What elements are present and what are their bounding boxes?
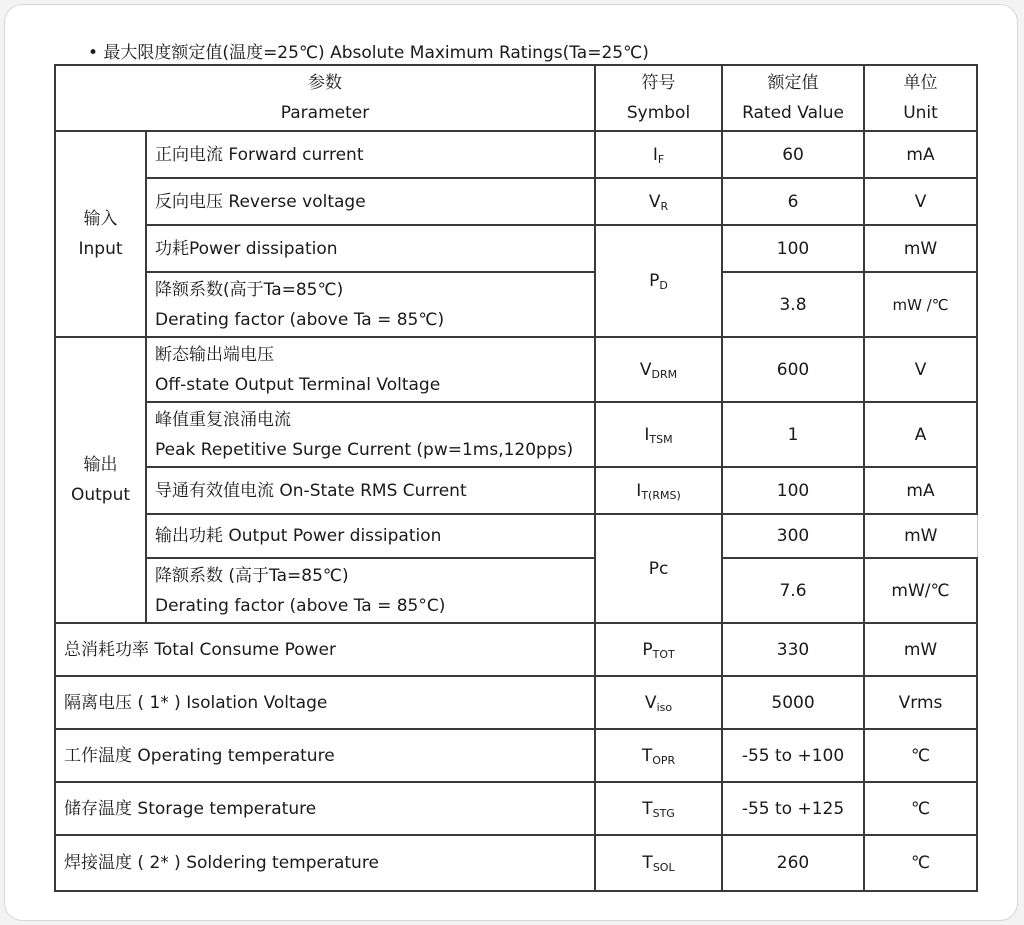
param-reverse-voltage: 反向电压 Reverse voltage xyxy=(146,178,595,225)
value-output-power: 300 xyxy=(722,514,864,558)
symbol-pc: Pc xyxy=(595,514,722,623)
header-rated-value: 额定值 Rated Value xyxy=(722,65,864,131)
table-header-row xyxy=(55,65,977,131)
value-surge-current: 1 xyxy=(722,402,864,467)
table-row xyxy=(55,558,977,623)
table-row xyxy=(55,402,977,467)
unit-output-power: mW xyxy=(864,514,977,558)
param-storage-temperature: 储存温度 Storage temperature xyxy=(55,782,595,835)
section-heading: • 最大限度额定值(温度=25℃) Absolute Maximum Ratings(Ta=25℃) xyxy=(88,43,649,63)
symbol-surge-current: $I_{TSM}$ xyxy=(595,402,722,467)
symbol-forward-current: $I_F$ xyxy=(595,131,722,178)
param-off-state-voltage: 断态输出端电压 Off-state Output Terminal Voltage xyxy=(146,337,595,402)
table-row xyxy=(55,623,977,676)
param-total-power: 总消耗功率 Total Consume Power xyxy=(55,623,595,676)
unit-power-dissipation: mW xyxy=(864,225,977,272)
symbol-total-power: $P_{TOT}$ xyxy=(595,623,722,676)
table-row xyxy=(55,225,977,272)
param-forward-current: 正向电流 Forward current xyxy=(146,131,595,178)
symbol-operating-temperature: $T_{OPR}$ xyxy=(595,729,722,782)
value-storage-temperature: -55 to +125 xyxy=(722,782,864,835)
unit-input-derating: mW /℃ xyxy=(864,272,977,337)
unit-off-state-voltage: V xyxy=(864,337,977,402)
value-off-state-voltage: 600 xyxy=(722,337,864,402)
unit-storage-temperature: ℃ xyxy=(864,782,977,835)
header-parameter: 参数 Parameter xyxy=(55,65,595,131)
param-on-state-current: 导通有效值电流 On-State RMS Current xyxy=(146,467,595,514)
value-operating-temperature: -55 to +100 xyxy=(722,729,864,782)
param-output-power: 输出功耗 Output Power dissipation xyxy=(146,514,595,558)
unit-forward-current: mA xyxy=(864,131,977,178)
unit-output-derating: mW/℃ xyxy=(864,558,977,623)
symbol-isolation-voltage: $V_{iso}$ xyxy=(595,676,722,729)
value-soldering-temperature: 260 xyxy=(722,835,864,891)
symbol-on-state-current: $I_{T(RMS)}$ xyxy=(595,467,722,514)
table-row xyxy=(55,131,977,178)
symbol-pd: $P_D$ xyxy=(595,225,722,337)
table-row xyxy=(55,676,977,729)
table-row xyxy=(55,835,977,891)
param-operating-temperature: 工作温度 Operating temperature xyxy=(55,729,595,782)
value-total-power: 330 xyxy=(722,623,864,676)
table-row xyxy=(55,178,977,225)
table-row xyxy=(55,729,977,782)
symbol-storage-temperature: $T_{STG}$ xyxy=(595,782,722,835)
param-output-derating: 降额系数 (高于Ta=85℃) Derating factor (above Ta = 85°C) xyxy=(146,558,595,623)
unit-soldering-temperature: ℃ xyxy=(864,835,977,891)
value-forward-current: 60 xyxy=(722,131,864,178)
param-soldering-temperature: 焊接温度 ( 2* ) Soldering temperature xyxy=(55,835,595,891)
table-row xyxy=(55,514,977,558)
unit-reverse-voltage: V xyxy=(864,178,977,225)
unit-operating-temperature: ℃ xyxy=(864,729,977,782)
unit-total-power: mW xyxy=(864,623,977,676)
group-output: 输出 Output xyxy=(55,337,146,623)
symbol-reverse-voltage: $V_R$ xyxy=(595,178,722,225)
unit-surge-current: A xyxy=(864,402,977,467)
absolute-maximum-ratings-table xyxy=(54,64,978,892)
table-row xyxy=(55,782,977,835)
value-output-derating: 7.6 xyxy=(722,558,864,623)
value-reverse-voltage: 6 xyxy=(722,178,864,225)
table-row xyxy=(55,467,977,514)
param-surge-current: 峰值重复浪涌电流 Peak Repetitive Surge Current (pw=1ms,120pps) xyxy=(146,402,595,467)
table-row xyxy=(55,272,977,337)
value-input-derating: 3.8 xyxy=(722,272,864,337)
unit-on-state-current: mA xyxy=(864,467,977,514)
group-input: 输入 Input xyxy=(55,131,146,337)
header-unit: 单位 Unit xyxy=(864,65,977,131)
param-input-derating: 降额系数(高于Ta=85℃) Derating factor (above Ta = 85℃) xyxy=(146,272,595,337)
symbol-off-state-voltage: $V_{DRM}$ xyxy=(595,337,722,402)
param-isolation-voltage: 隔离电压 ( 1* ) Isolation Voltage xyxy=(55,676,595,729)
param-power-dissipation: 功耗Power dissipation xyxy=(146,225,595,272)
value-isolation-voltage: 5000 xyxy=(722,676,864,729)
symbol-soldering-temperature: $T_{SOL}$ xyxy=(595,835,722,891)
table-row xyxy=(55,337,977,402)
unit-isolation-voltage: Vrms xyxy=(864,676,977,729)
header-symbol: 符号 Symbol xyxy=(595,65,722,131)
value-power-dissipation: 100 xyxy=(722,225,864,272)
value-on-state-current: 100 xyxy=(722,467,864,514)
